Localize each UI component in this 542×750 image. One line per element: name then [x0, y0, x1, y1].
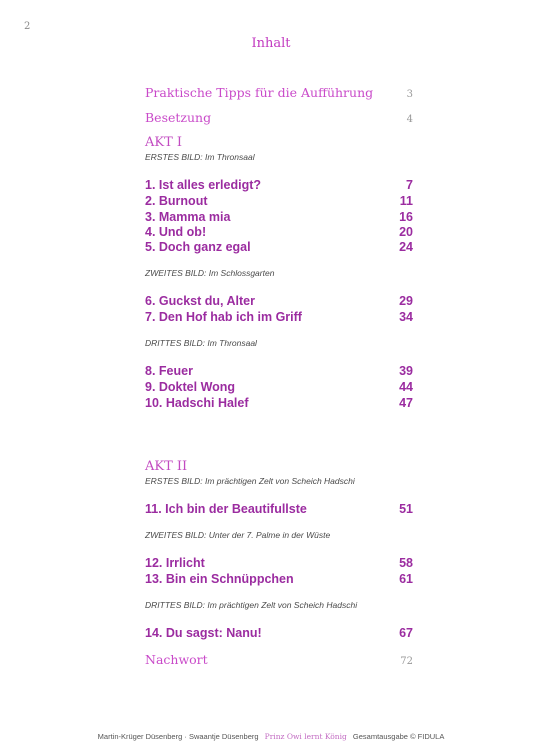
song-page: 51 — [399, 502, 413, 516]
song-entry[interactable] — [145, 210, 413, 224]
scene-label: ZWEITES BILD: Unter der 7. Palme in der Wüste — [145, 530, 331, 540]
song-title: 5. Doch ganz egal — [145, 240, 251, 254]
footer-authors: Martin-Krüger Düsenberg · Swaantje Düsenberg — [97, 732, 259, 741]
song-page: 24 — [399, 240, 413, 254]
song-entry[interactable] — [145, 364, 413, 378]
song-entry[interactable] — [145, 178, 413, 192]
toc-entry-nachwort[interactable] — [145, 652, 413, 667]
song-entry[interactable] — [145, 626, 413, 640]
footer-edition: Gesamtausgabe — [352, 732, 408, 741]
song-page: 11 — [399, 194, 413, 208]
song-title: 9. Doktel Wong — [145, 380, 236, 394]
song-title: 14. Du sagst: Nanu! — [145, 626, 262, 640]
toc-entry-label: Besetzung — [145, 110, 212, 125]
toc-entry-tipps[interactable] — [145, 85, 413, 100]
page-number: 2 — [24, 21, 31, 32]
song-entry[interactable] — [145, 396, 413, 410]
scene-label: ERSTES BILD: Im Thronsaal — [145, 152, 255, 162]
toc-entry-page: 72 — [400, 656, 413, 667]
song-title: 1. Ist alles erledigt? — [145, 178, 262, 192]
song-entry[interactable] — [145, 240, 413, 254]
footer-book-title: Prinz Owi lernt König — [264, 732, 347, 741]
song-page: 61 — [399, 572, 413, 586]
song-page: 58 — [399, 556, 413, 570]
page-title: Inhalt — [251, 36, 291, 51]
song-title: 2. Burnout — [145, 194, 208, 208]
song-title: 10. Hadschi Halef — [145, 396, 249, 410]
song-page: 67 — [399, 626, 413, 640]
song-page: 39 — [399, 364, 413, 378]
song-entry[interactable] — [145, 294, 413, 308]
song-title: 11. Ich bin der Beautifullste — [145, 502, 307, 516]
toc-entry-label: Praktische Tipps für die Aufführung — [145, 85, 374, 100]
song-entry[interactable] — [145, 225, 413, 239]
song-title: 12. Irrlicht — [145, 556, 205, 570]
song-title: 3. Mamma mia — [145, 210, 231, 224]
song-page: 34 — [399, 310, 413, 324]
song-page: 47 — [399, 396, 413, 410]
song-entry[interactable] — [145, 556, 413, 570]
song-title: 13. Bin ein Schnüppchen — [145, 572, 294, 586]
song-page: 20 — [399, 225, 413, 239]
act-heading-2: AKT II — [145, 459, 188, 474]
scene-label: DRITTES BILD: Im Thronsaal — [145, 338, 257, 348]
song-page: 44 — [399, 380, 413, 394]
toc-entry-page: 4 — [406, 114, 413, 125]
song-title: 6. Guckst du, Alter — [145, 294, 255, 308]
song-entry[interactable] — [145, 502, 413, 516]
song-title: 7. Den Hof hab ich im Griff — [145, 310, 302, 324]
footer-publisher: © FIDULA — [410, 732, 445, 741]
song-title: 4. Und ob! — [145, 225, 207, 239]
song-page: 29 — [399, 294, 413, 308]
scene-label: ERSTES BILD: Im prächtigen Zelt von Scheich Hadschi — [145, 476, 355, 486]
song-page: 7 — [406, 178, 413, 192]
toc-entry-page: 3 — [406, 89, 413, 100]
scene-label: DRITTES BILD: Im prächtigen Zelt von Scheich Hadschi — [145, 600, 358, 610]
toc-entry-besetzung[interactable] — [145, 110, 413, 125]
song-entry[interactable] — [145, 310, 413, 324]
song-title: 8. Feuer — [145, 364, 193, 378]
song-page: 16 — [399, 210, 413, 224]
song-entry[interactable] — [145, 572, 413, 586]
act-heading-1: AKT I — [145, 135, 183, 150]
scene-label: ZWEITES BILD: Im Schlossgarten — [145, 268, 275, 278]
song-entry[interactable] — [145, 194, 413, 208]
page-footer — [0, 732, 542, 741]
toc-entry-label: Nachwort — [145, 652, 208, 667]
song-entry[interactable] — [145, 380, 413, 394]
